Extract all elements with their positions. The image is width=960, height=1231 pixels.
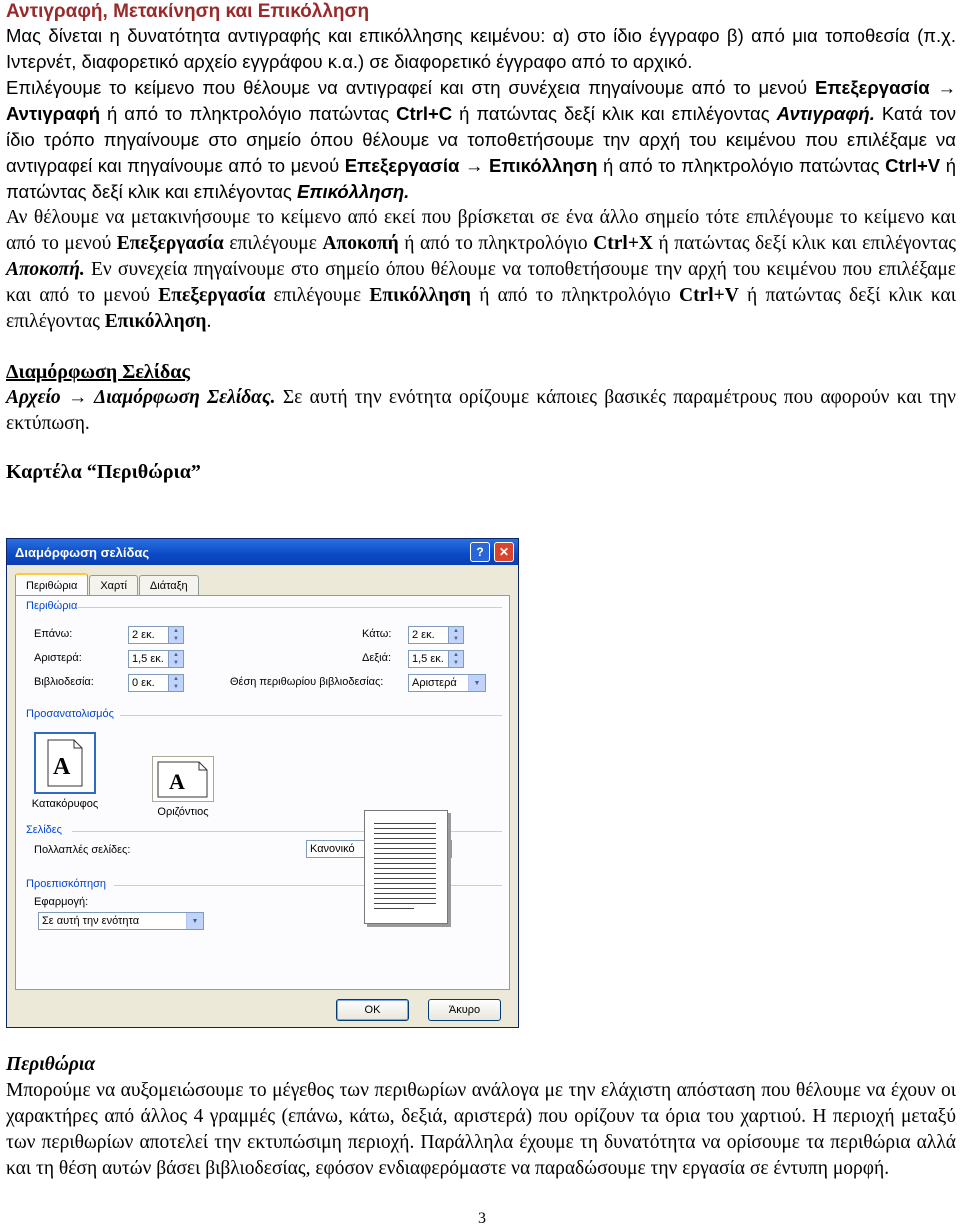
menu-edit: Επεξεργασία <box>158 285 266 306</box>
text-run: ή από το πληκτρολόγιο πατώντας <box>100 103 397 124</box>
group-label-margins: Περιθώρια <box>26 600 78 612</box>
landscape-label: Οριζόντιος <box>157 806 209 818</box>
preview-line <box>374 863 436 864</box>
menu-edit: Επεξεργασία <box>116 233 224 254</box>
preview-line <box>374 898 436 899</box>
field-value: Σε αυτή την ενότητα <box>42 915 140 927</box>
spin-buttons[interactable]: ▲ ▼ <box>168 651 183 667</box>
group-divider <box>120 715 502 716</box>
portrait-page-icon <box>36 734 94 792</box>
text-run: ή πατώντας δεξί κλικ και επιλέγοντας <box>653 233 957 254</box>
cancel-button[interactable]: Άκυρο <box>428 999 501 1021</box>
page-setup-dialog <box>6 538 519 1028</box>
preview-line <box>374 858 436 859</box>
portrait-option[interactable] <box>34 732 96 794</box>
field-value: 2 εκ. <box>412 629 435 641</box>
preview-line <box>374 833 436 834</box>
text-run: ή από το πληκτρολόγιο πατώντας <box>597 155 886 176</box>
preview-line <box>374 828 436 829</box>
apply-to-label: Εφαρμογή: <box>34 896 89 908</box>
spin-buttons[interactable]: ▲ ▼ <box>448 627 463 643</box>
dialog-title: Διαμόρφωση σελίδας <box>15 544 150 560</box>
preview-line <box>374 883 436 884</box>
shortcut-ctrl-v: Ctrl+V <box>885 155 941 176</box>
gutter-label: Βιβλιοδεσία: <box>34 676 94 688</box>
portrait-glyph: A <box>53 754 71 780</box>
heading-copy-move-paste: Αντιγραφή, Μετακίνηση και Επικόλληση <box>6 1 370 22</box>
ok-button[interactable]: ΟΚ <box>336 999 409 1021</box>
heading-margins-tab: Καρτέλα “Περιθώρια” <box>6 461 201 483</box>
field-value: 1,5 εκ. <box>132 653 164 665</box>
preview-line <box>374 908 414 909</box>
menu-path-page-setup: Αρχείο → Διαμόρφωση Σελίδας. <box>6 387 276 408</box>
text-run: Σε αυτή την ενότητα ορίζουμε κάποιες βασικές παραμέτρους που αφορούν και την εκτύπωση. <box>6 387 956 434</box>
command-paste: Επικόλληση <box>369 285 471 306</box>
chevron-down-icon[interactable]: ▼ <box>186 913 203 929</box>
preview-line <box>374 843 436 844</box>
page-preview <box>364 810 448 924</box>
text-run: επιλέγουμε <box>223 233 323 254</box>
text-run: ή πατώντας δεξί κλικ και επιλέγοντας <box>6 285 956 332</box>
text-run: επιλέγουμε <box>265 285 370 306</box>
group-label-orientation: Προσανατολισμός <box>26 708 114 720</box>
heading-margins: Περιθώρια <box>6 1054 96 1075</box>
preview-line <box>374 873 436 874</box>
command-cut-italic: Αποκοπή. <box>6 259 85 280</box>
landscape-page-icon <box>153 757 213 801</box>
close-button[interactable]: ✕ <box>494 542 514 562</box>
text-run: . <box>206 311 212 332</box>
page-number: 3 <box>478 1210 486 1227</box>
landscape-glyph: A <box>169 769 185 794</box>
tab-margins[interactable]: Περιθώρια <box>15 573 88 597</box>
top-margin-input[interactable] <box>128 626 184 644</box>
field-value: 2 εκ. <box>132 629 155 641</box>
group-label-preview: Προεπισκόπηση <box>26 878 106 890</box>
text-run: Εν συνεχεία πηγαίνουμε στο σημείο όπου θέλουμε να τοποθετήσουμε την αρχή του κειμένου που επιλέξαμε και από το μενού <box>6 259 956 306</box>
landscape-option[interactable] <box>152 756 214 802</box>
bottom-margin-label: Κάτω: <box>362 628 392 640</box>
preview-line <box>374 888 436 889</box>
gutter-input[interactable] <box>128 674 184 692</box>
preview-line <box>374 893 436 894</box>
preview-line <box>374 903 436 904</box>
field-value: Αριστερά <box>412 677 457 689</box>
command-copy: Αντιγραφή. <box>776 103 875 124</box>
field-value: Κανονικό <box>310 843 355 855</box>
apply-to-select[interactable] <box>38 912 204 930</box>
text-run: ή πατώντας δεξί κλικ και επιλέγοντας <box>6 155 956 202</box>
document-page <box>6 0 956 485</box>
shortcut-ctrl-c: Ctrl+C <box>396 103 453 124</box>
chevron-down-icon[interactable]: ▼ <box>468 675 485 691</box>
gutter-position-label: Θέση περιθωρίου βιβλιοδεσίας: <box>230 676 384 688</box>
field-value: 1,5 εκ. <box>412 653 444 665</box>
dialog-tabs <box>15 573 200 595</box>
menu-path-copy: Επεξεργασία → Αντιγραφή <box>6 77 957 124</box>
group-divider <box>78 607 502 608</box>
spin-buttons[interactable]: ▲ ▼ <box>168 627 183 643</box>
spin-buttons[interactable]: ▲ ▼ <box>448 651 463 667</box>
top-margin-label: Επάνω: <box>34 628 73 640</box>
right-margin-input[interactable] <box>408 650 464 668</box>
paragraph-copy-intro: Μας δίνεται η δυνατότητα αντιγραφής και επικόλλησης κειμένου: α) στο ίδιο έγγραφο β) από μια τοποθεσία (π.χ. Ιντερνέτ, διαφορετικό αρχείο εγγράφου κ.α.) σε διαφορετικό έγγραφο από το αρχικό. <box>6 25 956 72</box>
paragraph-copy-steps <box>6 75 956 205</box>
preview-line <box>374 838 436 839</box>
preview-line <box>374 848 436 849</box>
paragraph-page-setup <box>6 385 956 437</box>
preview-line <box>374 853 436 854</box>
shortcut-ctrl-v: Ctrl+V <box>678 285 739 306</box>
tab-layout[interactable]: Διάταξη <box>139 575 199 596</box>
tab-paper[interactable]: Χαρτί <box>89 575 138 596</box>
text-run: ή πατώντας δεξί κλικ και επιλέγοντας <box>452 103 777 124</box>
right-margin-label: Δεξιά: <box>362 652 392 664</box>
multiple-pages-label: Πολλαπλές σελίδες: <box>34 844 131 856</box>
paragraph-move-steps <box>6 205 956 335</box>
command-paste: Επικόλληση <box>104 311 207 332</box>
text-run: Αν θέλουμε να μετακινήσουμε το κείμενο από εκεί που βρίσκεται σε ένα άλλο σημείο τότε επιλέγουμε το κείμενο και από το μενού <box>6 207 956 254</box>
command-paste: Επικόλληση. <box>297 181 410 202</box>
menu-path-paste: Επεξεργασία → Επικόλληση <box>344 155 598 176</box>
group-label-pages: Σελίδες <box>26 824 62 836</box>
preview-line <box>374 823 436 824</box>
portrait-label: Κατακόρυφος <box>31 798 99 810</box>
heading-page-setup: Διαμόρφωση Σελίδας <box>6 361 190 383</box>
help-button[interactable]: ? <box>470 542 490 562</box>
preview-line <box>374 868 436 869</box>
text-run: ή από το πληκτρολόγιο <box>398 233 594 254</box>
paragraph-margins: Μπορούμε να αυξομειώσουμε το μέγεθος των περιθωρίων ανάλογα με την ελάχιστη απόσταση που θέλουμε να έχουν οι χαρακτήρες από άλλος 4 γραμμές (επάνω, κάτω, δεξιά, αριστερά) που ορίζουν τα όρια του χαρτιού. Η περιοχή μεταξύ των περιθωρίων αποτελεί την εκτυπώσιμη περιοχή. Παράλληλα έχουμε τη δυνατότητα να ορίσουμε τα περιθώρια αλλά και τη θέση αυτών βάσει βιβλιοδεσίας, εφόσον ενδιαφερόμαστε να παραδώσουμε την εργασία σε έντυπη μορφή. <box>6 1080 956 1179</box>
gutter-position-select[interactable] <box>408 674 486 692</box>
dialog-titlebar <box>7 539 518 565</box>
text-run: Κατά τον ίδιο τρόπο πηγαίνουμε στο σημείο όπου θέλουμε να τοποθετήσουμε την αρχή του κειμένου που επιλέξαμε να αντιγραφεί και πηγαίνουμε από το μενού <box>6 103 956 176</box>
field-value: 0 εκ. <box>132 677 155 689</box>
left-margin-label: Αριστερά: <box>34 652 82 664</box>
spin-buttons[interactable]: ▲ ▼ <box>168 675 183 691</box>
command-cut: Αποκοπή <box>322 233 399 254</box>
text-run: Επιλέγουμε το κείμενο που θέλουμε να αντιγραφεί και στη συνέχεια πηγαίνουμε από το μενού <box>6 77 816 98</box>
left-margin-input[interactable] <box>128 650 184 668</box>
text-run: ή από το πληκτρολόγιο <box>471 285 679 306</box>
preview-line <box>374 878 436 879</box>
bottom-margin-input[interactable] <box>408 626 464 644</box>
shortcut-ctrl-x: Ctrl+X <box>593 233 654 254</box>
margins-section <box>6 1052 956 1182</box>
margins-tab-panel <box>15 595 510 990</box>
